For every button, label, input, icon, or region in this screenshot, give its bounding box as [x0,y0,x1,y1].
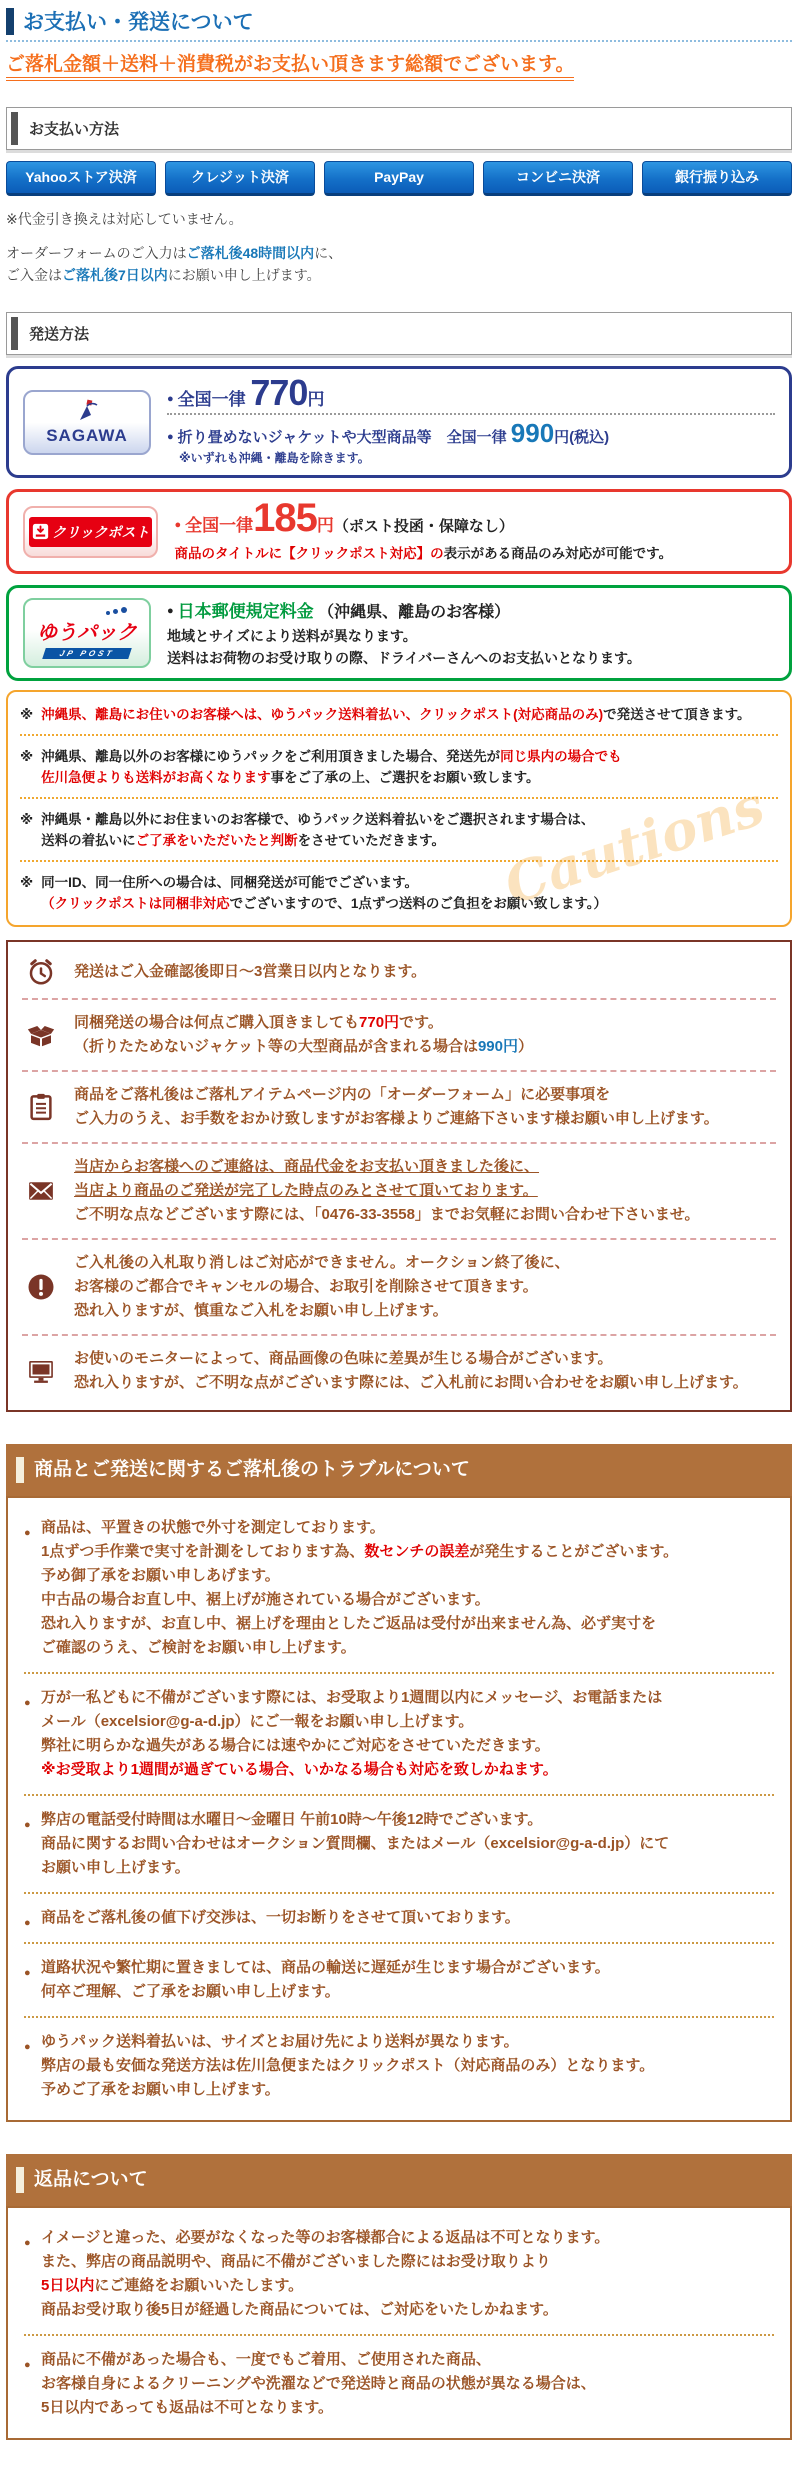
sagawa-logo [23,390,151,455]
clickpost-logo [23,506,158,558]
alarm-clock-icon [26,957,56,987]
trouble-bullet-yupack-cod: ● ゆうパック送料着払いは、サイズとお届け先により送料が異なります。 弊店の最も安価な発送方法は佐川急便またはクリックポスト（対応商品のみ）となります。 予めご了承をお願い申し上げます。 [24,2018,774,2114]
bank-transfer-button[interactable]: 銀行振り込み [642,161,792,196]
clickpost-shipping-box [6,489,792,574]
credit-pay-button[interactable]: クレジット決済 [165,161,315,196]
notice-combined-price: 同梱発送の場合は何点ご購入頂きましても770円です。 （折りたためないジャケット等の大型商品が含まれる場合は990円） [22,1000,776,1072]
notices-box [6,940,792,1412]
returns-section-box [6,2206,792,2440]
clickpost-post-icon [32,523,49,540]
mail-icon [26,1176,56,1206]
order-form-icon [26,1092,56,1122]
konbini-pay-button[interactable]: コンビニ決済 [483,161,633,196]
returns-section-header: 返品について [6,2154,792,2206]
package-box-icon [26,1020,56,1050]
phone-number-line: ご不明な点などございます際には、「0476-33-3558」までお気軽にお問い合わせ下さいませ。 [74,1206,700,1223]
shipping-section-title: 発送方法 [6,312,792,355]
sagawa-large-item-line: ● 折り畳めないジャケットや大型商品等 全国一律 990円(税込) [167,421,775,447]
trouble-bullet-defect-report: ● 万が一私どもに不備がございます際には、お受取より1週間以内にメッセージ、お電話または メール（excelsior@g-a-d.jp）にご一報をお願い申し上げます。 弊社に明らかな過失がある場合には速やかにご対応をさせていただきます。 ※お受取より1週間が過ぎている場合、いかなる場合も対応を致しかねます。 [24,1674,774,1796]
sagawa-courier-icon [74,399,100,421]
yupack-note-line1: 地域とサイズにより送料が異なります。 [167,628,417,644]
notice-order-form: 商品をご落札後はご落札アイテムページ内の「オーダーフォーム」に必要事項を ご入力のうえ、お手数をおかけ致しますがお客様よりご連絡下さいます様お願い申し上げます。 [22,1072,776,1144]
clickpost-logo-text: クリックポスト [52,523,150,540]
lead-text: ご落札金額＋送料＋消費税がお支払い頂きます総額でございます。 [6,49,574,81]
yupack-note-line2: 送料はお荷物のお受け取りの際、ドライバーさんへのお支払いとなります。 [167,650,641,666]
order-form-note [6,242,792,286]
payment-buttons [6,161,792,196]
notice-cancel-policy: ご入札後の入札取り消しはご対応ができません。オークション終了後に、 お客様のご都合でキャンセルの場合、お取引を削除させて頂きます。 恐れ入りますが、慎重なご入札をお願い申し上げます。 [22,1240,776,1336]
caution-item-cod-consent: ※ 沖縄県・離島以外にお住まいのお客様で、ゆうパック送料着払いをご選択されます場合は、 送料の着払いにご了承をいただいたと判断をさせていただきます。 [20,799,778,862]
yupack-logo-text: ゆうパック [37,622,137,644]
returns-bullet-policy: ● イメージと違った、必要がなくなった等のお客様都合による返品は不可となります。 また、弊店の商品説明や、商品に不備がございました際にはお受け取りより 5日以内にご連絡をお願いいたします。 商品お受け取り後5日が経過した商品については、ご対応をいたしかねます。 [24,2214,774,2336]
yupack-shipping-box [6,585,792,681]
trouble-section-header: 商品とご発送に関するご落札後のトラブルについて [6,1444,792,1496]
jp-post-logo-text: JP POST [42,648,132,659]
sagawa-price-line: ● 全国一律 770円 [167,378,775,415]
yupack-sparkle-icon [29,607,145,616]
caution-item-okinawa-shipping: ※ 沖縄県、離島にお住いのお客様へは、ゆうパック送料着払い、クリックポスト(対応商品のみ)で発送させて頂きます。 [20,694,778,736]
yupack-logo [23,598,151,668]
notice-shipping-days: 発送はご入金確認後即日～3営業日以内となります。 [22,946,776,1000]
yahoo-store-pay-button[interactable]: Yahooストア決済 [6,161,156,196]
sagawa-shipping-box [6,366,792,478]
trouble-section-box [6,1496,792,2122]
order-note-line1: オーダーフォームのご入力はご落札後48時間以内に、 [6,245,343,261]
clickpost-condition-line: 商品のタイトルに【クリックポスト対応】の表示がある商品のみ対応が可能です。 [174,546,673,561]
cautions-box [6,690,792,927]
clickpost-price-line: ● 全国一律185円（ポスト投函・保障なし） [174,501,775,536]
paypay-button[interactable]: PayPay [324,161,474,196]
page-title: お支払い・発送について [6,8,792,35]
yupack-rate-line: ● 日本郵便規定料金 （沖縄県、離島のお客様） [167,597,775,622]
caution-item-yupack-cost: ※ 沖縄県、離島以外のお客様にゆうパックをご利用頂きました場合、発送先が同じ県内の場合でも 佐川急便よりも送料がお高くなります事をご了承の上、ご選択をお願い致します。 [20,736,778,799]
trouble-bullet-phone-hours: ● 弊店の電話受付時間は水曜日～金曜日 午前10時～午後12時でございます。 商品に関するお問い合わせはオークション質問欄、またはメール（excelsior@g-a-d.jp）にて お願い申し上げます。 [24,1796,774,1894]
warning-icon [26,1272,56,1302]
cautions-watermark: Cautions [496,773,772,917]
trouble-bullet-delay: ● 道路状況や繁忙期に置きましては、商品の輸送に遅延が生じます場合がございます。 何卒ご理解、ご了承をお願い申し上げます。 [24,1944,774,2018]
sagawa-exclusion-note: ※いずれも沖縄・離島を除きます。 [179,451,370,465]
monitor-icon [26,1356,56,1386]
trouble-bullet-measurement: ● 商品は、平置きの状態で外寸を測定しております。 1点ずつ手作業で実寸を計測をしております為、数センチの誤差が発生することがございます。 予め御了承をお願い申しあげます。 中古品の場合お直し中、裾上げが施されている場合がございます。 恐れ入りますが、お直し中、裾上げを理由としたご返品は受付が出来ません為、必ず実寸を ご確認のうえ、ご検討をお願い申し上げます。 [24,1504,774,1674]
trouble-bullet-no-discount: ● 商品をご落札後の値下げ交渉は、一切お断りをさせて頂いております。 [24,1894,774,1944]
payment-section-title: お支払い方法 [6,107,792,150]
cod-note: ※代金引き換えは対応していません。 [6,211,243,227]
sagawa-logo-text: SAGAWA [46,425,128,445]
notice-contact-policy: 当店からお客様へのご連絡は、商品代金をお支払い頂きました後に、 当店より商品のご発送が完了した時点のみとさせて頂いております。 ご不明な点などございます際には、「0476-33-3558」までお気軽にお問い合わせ下さいませ。 [22,1144,776,1240]
order-note-line2: ご入金はご落札後7日以内にお願い申し上げます。 [6,267,321,283]
returns-bullet-used-items: ● 商品に不備があった場合も、一度でもご着用、ご使用された商品、 お客様自身によるクリーニングや洗濯などで発送時と商品の状態が異なる場合は、 5日以内であっても返品は不可となります。 [24,2336,774,2432]
caution-item-combined-shipping: ※ 同一ID、同一住所への場合は、同梱発送が可能でございます。 （クリックポストは同梱非対応でございますので、1点ずつ送料のご負担をお願い致します。） [20,875,608,911]
notice-monitor-color: お使いのモニターによって、商品画像の色味に差異が生じる場合がございます。 恐れ入りますが、ご不明な点がございます際には、ご入札前にお問い合わせをお願い申し上げます。 [22,1336,776,1406]
